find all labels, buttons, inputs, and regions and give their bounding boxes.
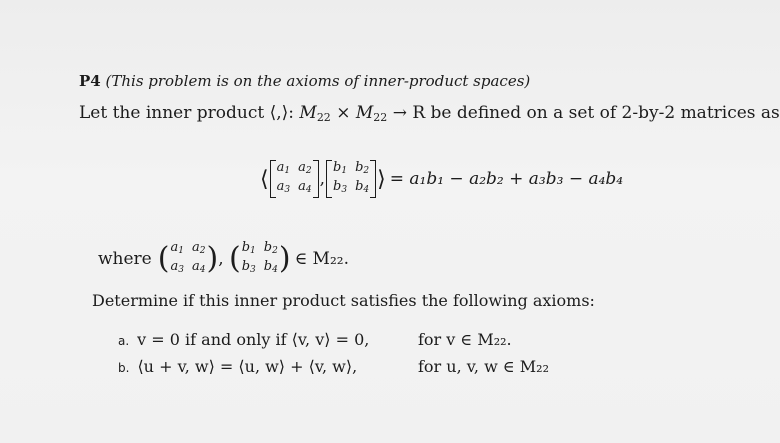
axiom-a-condition: for v ∈ M₂₂.	[418, 330, 512, 349]
space-symbol-2: M	[355, 103, 374, 123]
axiom-b: b. ⟨u + v, w⟩ = ⟨u, w⟩ + ⟨v, w⟩,	[118, 357, 358, 376]
right-angle: ⟩	[377, 166, 386, 192]
space-sub: 22	[316, 111, 331, 124]
space-sub-2: 22	[373, 111, 388, 124]
intro-tail: → R be defined on a set of 2-by-2 matrices as	[387, 103, 780, 123]
axiom-a: a. v = 0 if and only if ⟨v, v⟩ = 0,	[118, 330, 370, 349]
intro-text: Let the inner product ⟨,⟩:	[79, 103, 300, 123]
intro-line	[79, 103, 780, 124]
where-clause: where ( $a_1$ $a_2$ $a_3$ $a_4$ ) , ( $b_1$ $b_2$ $b_3$ $b_4$ ) ∈ M₂₂.	[98, 240, 349, 276]
where-tail: ∈ M₂₂.	[294, 249, 349, 269]
left-angle: ⟨	[260, 166, 269, 192]
space-symbol: M	[299, 103, 317, 123]
axiom-b-statement: ⟨u + v, w⟩ = ⟨u, w⟩ + ⟨v, w⟩,	[137, 357, 358, 376]
determine-text: Determine if this inner product satisfies the following axioms:	[92, 291, 595, 310]
matrix-b: $b_1$ $b_2$ $b_3$ $b_4$	[326, 160, 376, 198]
matrix-a: $a_1$ $a_2$ $a_3$ $a_4$	[270, 160, 319, 198]
definition-rhs: = a₁b₁ − a₂b₂ + a₃b₃ − a₄b₄	[389, 169, 624, 189]
problem-title	[79, 72, 530, 90]
times-symbol: ×	[330, 103, 356, 123]
where-matrix-b: $b_1$ $b_2$ $b_3$ $b_4$	[241, 240, 278, 275]
definition-equation	[260, 160, 623, 198]
axiom-a-statement: v = 0 if and only if ⟨v, v⟩ = 0,	[137, 330, 370, 349]
problem-note: (This problem is on the axioms of inner-product spaces)	[105, 72, 531, 90]
where-label: where	[98, 249, 152, 269]
where-matrix-a: $a_1$ $a_2$ $a_3$ $a_4$	[170, 240, 206, 275]
problem-number: P4	[79, 72, 101, 90]
comma: ,	[319, 169, 325, 189]
axiom-b-condition: for u, v, w ∈ M₂₂	[418, 357, 549, 376]
